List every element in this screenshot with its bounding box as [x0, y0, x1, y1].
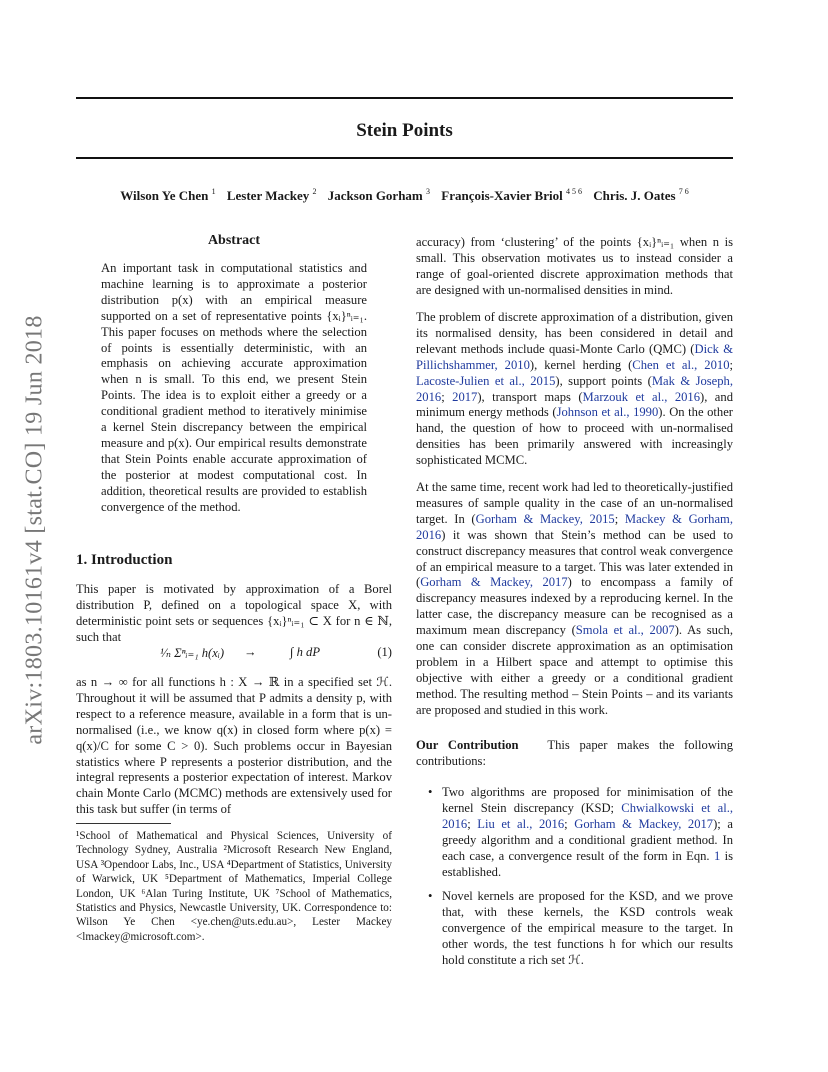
equation-number: (1): [377, 645, 392, 659]
abstract-text: An important task in computational statistics and machine learning is to approximate a posterior distribution p(x) with an empirical measure supported on a set of representative points {xᵢ}ⁿᵢ₌₁. This paper focuses on methods where the selection of points is essentially deterministic, with an emphasis on achieving accurate approximation when n is small. To this end, we present Stein Points. The idea is to exploit either a greedy or a conditional gradient method to iteratively minimise a kernel Stein discrepancy between the empirical measure and p(x). Our empirical results demonstrate that Stein Points enable accurate approximation of the posterior at modest computational cost. In addition, theoretical results are provided to establish convergence of the method.: [101, 261, 367, 514]
list-item: • Novel kernels are proposed for the KSD, and we prove that, with these kernels, the KSD controls weak convergence of the empirical measure to the target. In other words, the test functions h for which our results hold constitute a rich set ℋ.: [428, 889, 733, 968]
related-work-paragraph: The problem of discrete approximation of a distribution, given its normalised density, has been considered in detail and relevant methods include quasi-Monte Carlo (QMC) (Dick & Pillichshammer, 2010), kernel herding (Chen et al., 2010; Lacoste-Julien et al., 2015), support points (Mak & Joseph, 2016; 2017), transport maps (Marzouk et al., 2016), and minimum energy methods (Johnson et al., 1990). On the other hand, the question of how to proceed with un-normalised densities has been primarily answered with increasingly sophisticated MCMC.: [416, 310, 734, 468]
paper-title: Stein Points: [356, 120, 453, 141]
right-paragraph-1: accuracy) from ‘clustering’ of the points {xᵢ}ⁿᵢ₌₁ when n is small. This observation motivates us to instead consider a range of goal-oriented discrete approximation methods that are designed with un-normalised densities in mind.: [416, 235, 733, 297]
equation-lhs: ¹⁄ₙ Σⁿᵢ₌₁ h(xᵢ): [160, 646, 225, 660]
citation-link[interactable]: Smola et al., 2007: [575, 623, 675, 638]
title-rule-bottom: [76, 157, 733, 159]
author: Jackson Gorham $^3$: [327, 187, 431, 203]
equation-1: [76, 645, 392, 665]
contribution-paragraph: Our Contribution This paper makes the following contributions:: [416, 738, 734, 768]
author: Chris. J. Oates $^{7 6}$: [593, 187, 689, 203]
citation-link[interactable]: Chen et al., 2010: [632, 357, 730, 372]
citation-link[interactable]: Lacoste-Julien et al., 2015: [416, 373, 556, 388]
affiliations-footnote: ¹School of Mathematical and Physical Sciences, University of Technology Sydney, Australia ²Microsoft Research New England, USA ³Opendoor Labs, Inc., USA ⁴Department of Statistics, University of Warwick, UK ⁵Department of Mathematics, Imperial College London, UK ⁶Alan Turing Institute, UK ⁷School of Mathematics, Statistics and Physics, Newcastle University, UK. Correspondence to: Wilson Ye Chen <ye.chen@uts.edu.au>, Lester Mackey <lmackey@microsoft.com>.: [76, 830, 392, 943]
equation-arrow: →: [244, 645, 257, 659]
contribution-label: Our Contribution: [416, 738, 519, 752]
citation-link[interactable]: 2017: [452, 389, 478, 404]
citation-link[interactable]: Mak & Joseph, 2016: [416, 373, 734, 404]
title-rule-top: [76, 97, 733, 99]
citation-link[interactable]: Dick & Pillichshammer, 2010: [416, 341, 733, 372]
abstract-heading: Abstract: [207, 233, 261, 248]
citation-link[interactable]: Gorham & Mackey, 2015: [475, 511, 615, 526]
citation-link[interactable]: Johnson et al., 1990: [556, 405, 659, 420]
citation-link[interactable]: Marzouk et al., 2016: [582, 389, 701, 404]
stein-method-paragraph: At the same time, recent work had led to theoretically-justified measures of sample quality in the case of an un-normalised target. In (Gorham & Mackey, 2015; Mackey & Gorham, 2016) it was shown that Stein’s method can be used to construct discrepancy measures that control weak convergence of an empirical measure to a target. This was later extended in (Gorham & Mackey, 2017) to encompass a family of discrepancy measures indexed by a reproducing kernel. In the latter case, the discrepancy measure can be recognised as a maximum mean discrepancy (Smola et al., 2007). As such, one can consider discrete approximation as an optimisation problem in a Hilbert space and attempt to optimise this objective with either a greedy or a conditional gradient method. The resulting method – Stein Points – and its variants are proposed and studied in this work.: [416, 480, 734, 717]
footnote-rule: [76, 823, 171, 824]
citation-link[interactable]: Mackey & Gorham, 2016: [416, 511, 733, 542]
list-item: • Two algorithms are proposed for minimisation of the kernel Stein discrepancy (KSD; Chwialkowski et al., 2016; Liu et al., 2016; Gorham & Mackey, 2017); a greedy algorithm and a conditional gradient method. In each case, a convergence result of the form in Eqn. 1 is established.: [428, 785, 733, 879]
citation-link[interactable]: Liu et al., 2016: [477, 816, 565, 831]
arxiv-stamp: arXiv:1803.10161v4 [stat.CO] 19 Jun 2018: [21, 315, 48, 745]
citation-link[interactable]: Gorham & Mackey, 2017: [420, 575, 568, 590]
equation-link[interactable]: 1: [713, 848, 721, 863]
equation-rhs: ∫ h dP: [290, 645, 321, 659]
citation-link[interactable]: Gorham & Mackey, 2017: [574, 816, 714, 831]
bullet-icon: •: [428, 785, 433, 799]
contribution-list: [416, 785, 733, 978]
author-list: [76, 187, 733, 204]
bullet-icon: •: [428, 889, 433, 904]
author: Lester Mackey $^2$: [226, 187, 317, 203]
citation-link[interactable]: Chwialkowski et al., 2016: [442, 800, 733, 831]
author: Wilson Ye Chen $^1$: [120, 187, 216, 203]
author: François-Xavier Briol $^{4 5 6}$: [441, 187, 582, 203]
intro-paragraph-2: as n → ∞ for all functions h : X → ℝ in a specified set ℋ. Throughout it will be assumed that P admits a density p, with respect to a reference measure, available in a form that is un-normalised (i.e., we know q(x) in closed form where p(x) = q(x)/C for some C > 0). Such problems occur in Bayesian statistics where P represents a posterior distribution, and the integral represents a posterior expectation of interest. Markov chain Monte Carlo (MCMC) methods are extensively used for this task but suffer (in terms of: [76, 675, 392, 817]
intro-paragraph-1: This paper is motivated by approximation of a Borel distribution P, defined on a topological space X, with deterministic point sets or sequences {xᵢ}ⁿᵢ₌₁ ⊂ X for n ∈ ℕ, such that: [76, 582, 392, 644]
introduction-heading: 1. Introduction: [76, 552, 173, 568]
